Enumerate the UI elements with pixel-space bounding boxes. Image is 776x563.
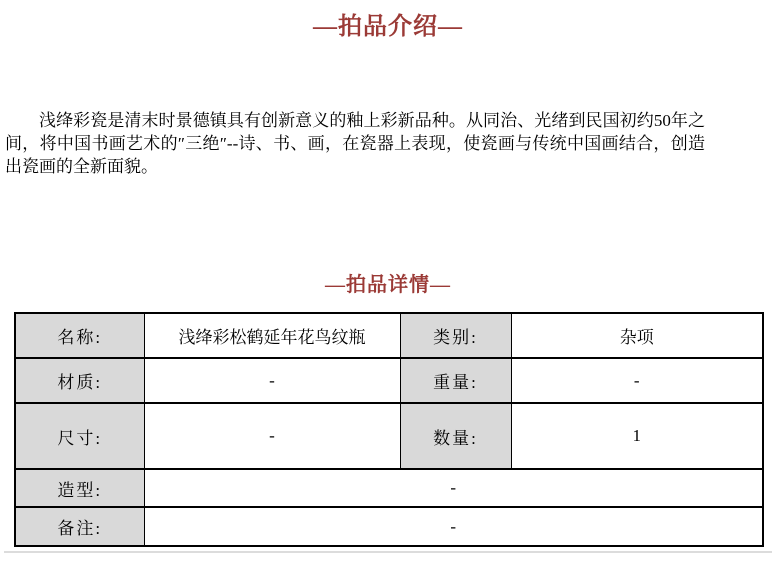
- field-value-shape: -: [144, 469, 763, 507]
- field-value-material: -: [144, 358, 400, 403]
- table-row-remarks: [15, 507, 763, 546]
- item-intro-heading: —拍品介绍—: [313, 14, 463, 40]
- table-row-shape: [15, 469, 763, 507]
- bottom-divider: [4, 551, 772, 553]
- item-details-table: [14, 312, 764, 547]
- field-label-size: 尺寸:: [15, 403, 144, 469]
- field-value-weight: -: [511, 358, 763, 403]
- item-details-heading: —拍品详情—: [325, 274, 451, 296]
- field-value-size: -: [144, 403, 400, 469]
- field-label-name: 名称:: [15, 313, 144, 358]
- field-value-category: 杂项: [511, 313, 763, 358]
- field-label-quantity: 数量:: [400, 403, 511, 469]
- field-label-category: 类别:: [400, 313, 511, 358]
- field-value-quantity: 1: [511, 403, 763, 469]
- item-intro-paragraph: 浅绛彩瓷是清末时景德镇具有创新意义的釉上彩新品种。从同治、光绪到民国初约50年之间，将中国书画艺术的″三绝″--诗、书、画，在瓷器上表现，使瓷画与传统中国画结合，创造出瓷画的全新面貌。: [5, 111, 705, 176]
- field-label-remarks: 备注:: [15, 507, 144, 546]
- field-value-remarks: -: [144, 507, 763, 546]
- field-label-material: 材质:: [15, 358, 144, 403]
- field-label-shape: 造型:: [15, 469, 144, 507]
- field-label-weight: 重量:: [400, 358, 511, 403]
- table-row-material-weight: [15, 358, 763, 403]
- table-row-name-category: [15, 313, 763, 358]
- field-value-name: 浅绛彩松鹤延年花鸟纹瓶: [144, 313, 400, 358]
- table-row-size-quantity: [15, 403, 763, 469]
